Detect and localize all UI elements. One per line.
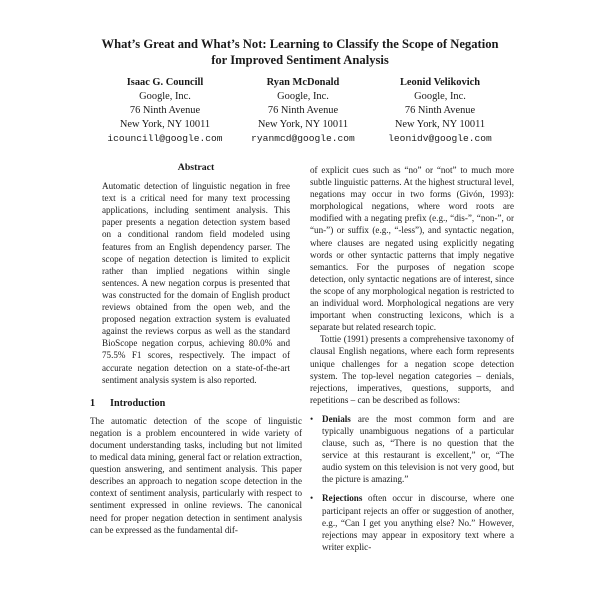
abstract-heading: Abstract [177, 162, 215, 173]
body-paragraph: Tottie (1991) presents a comprehensive taxonomy of clausal English negations, where each form represents unique challenges for a negation scope detection system. The top-level negation categories – denials, rejections, imperatives, questions, supports, and repetitions – can be described as follows: [310, 334, 514, 405]
author-block [355, 76, 525, 146]
author-affiliation: Google, Inc. [277, 91, 329, 102]
title-line-1: What’s Great and What’s Not: Learning to Classify the Scope of Negation [101, 37, 499, 51]
author-name: Leonid Velikovich [400, 77, 480, 88]
author-email[interactable]: ryanmcd@google.com [251, 133, 355, 144]
section-title: Introduction [110, 397, 166, 409]
author-name: Ryan McDonald [266, 77, 340, 88]
right-column [310, 164, 514, 553]
author-street: 76 Ninth Avenue [267, 105, 339, 116]
section-heading [90, 398, 302, 410]
author-email[interactable]: leonidv@google.com [388, 133, 492, 144]
author-affiliation: Google, Inc. [139, 91, 191, 102]
author-email[interactable]: icouncill@google.com [107, 133, 223, 144]
author-street: 76 Ninth Avenue [404, 105, 476, 116]
author-city: New York, NY 10011 [394, 119, 486, 130]
author-affiliation: Google, Inc. [414, 91, 466, 102]
title-line-2: for Improved Sentiment Analysis [211, 53, 389, 67]
author-city: New York, NY 10011 [119, 119, 211, 130]
author-street: 76 Ninth Avenue [129, 105, 201, 116]
author-name: Isaac G. Councill [126, 77, 204, 88]
intro-paragraph: The automatic detection of the scope of linguistic negation is a problem encountered in wide variety of document understanding tasks, including but not limited to medical data mining, general fact or relation extraction, question answering, and sentiment analysis. This paper describes an approach to negation scope detection in the context of sentiment analysis, particularly with respect to sentiment expressed in online reviews. The canonical need for proper negation detection in sentiment analysis can be expressed as the fundamental dif- [90, 415, 302, 535]
bullet-term: Denials [322, 413, 351, 424]
list-item [310, 413, 514, 486]
left-column [90, 162, 302, 536]
paper-title [60, 36, 540, 68]
bullet-icon: • [310, 413, 314, 424]
bullet-text: often occur in discourse, where one participant rejects an offer or suggestion of another, e.g., “Can I get you anything else? No.” However, rejections may appear in expository text where a writer explic- [322, 493, 514, 552]
body-paragraph: of explicit cues such as “no” or “not” to much more subtle linguistic patterns. At the highest structural level, negations may occur in two forms (Givón, 1993): morphological negations, where word roots are modified with a negating prefix (e.g., “dis-”, “non-”, or “un-”) or suffix (e.g., “-less”), and syntactic negation, where clauses are negated using explicitly negating words or other syntactic patterns that imply negative semantics. For the purposes of negation scope detection, only syntactic negations are of interest, since the scope of any morphological negation is restricted to an individual word. Morphological negations are very important when constructing lexicons, which is a separate but related research topic. [310, 165, 514, 333]
author-city: New York, NY 10011 [257, 119, 349, 130]
abstract-text: Automatic detection of linguistic negation in free text is a critical need for many text processing applications, including sentiment analysis. This paper presents a negation detection system based on a conditional random field modeled using features from an English dependency parser. The scope of negation detection is limited to explicit rather than implied negations within single sentences. A new negation corpus is presented that was constructed for the domain of English product reviews obtained from the open web, and the proposed negation extraction system is evaluated against the reviews corpus as well as the standard BioScope negation corpus, achieving 80.0% and 75.5% F1 scores, respectively. The impact of accurate negation detection on a state-of-the-art sentiment analysis system is also reported. [102, 181, 290, 385]
section-number: 1 [90, 397, 96, 409]
bullet-term: Rejections [322, 493, 363, 504]
bullet-icon: • [310, 493, 314, 504]
bullet-text: are the most common form and are typically unambiguous negations of a particular clause, such as, “There is no question that the service at this restaurant is excellent,” or, “The audio system on this television is not very good, but the picture is amazing.” [322, 413, 514, 485]
list-item [310, 492, 514, 552]
